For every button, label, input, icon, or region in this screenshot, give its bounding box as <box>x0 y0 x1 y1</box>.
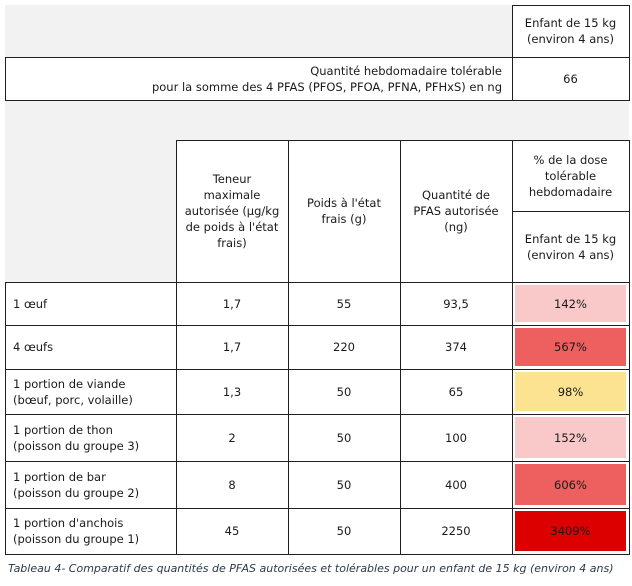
table-cell-quantite: 400 <box>445 477 467 492</box>
table-cell-label: 1 portion d'anchois (poisson du groupe 1) <box>13 516 140 546</box>
table-cell-pct: 98% <box>515 372 626 411</box>
grid-line-vertical <box>5 57 6 100</box>
column-header-teneur: Teneur maximale autorisée (µg/kg de poids à l'état frais) <box>184 172 280 250</box>
grid-line-vertical <box>400 140 401 555</box>
table-cell-teneur: 45 <box>224 524 240 538</box>
table-cell-quantite: 374 <box>445 340 467 354</box>
grid-line-vertical <box>512 140 513 555</box>
grid-line-horizontal <box>5 554 630 555</box>
header-blank-area <box>5 5 512 57</box>
column-header-corner <box>5 140 176 282</box>
grid-line-vertical <box>288 140 289 555</box>
table-cell-quantite: 100 <box>445 430 467 445</box>
grid-line-horizontal <box>176 140 630 141</box>
column-header-poids: Poids à l'état frais (g) <box>307 196 381 226</box>
table-cell-poids: 220 <box>333 340 355 354</box>
table-cell-teneur: 1,7 <box>222 340 242 354</box>
grid-line-vertical <box>629 57 630 100</box>
table-cell-poids: 55 <box>336 296 352 311</box>
table-cell-pct: 3409% <box>515 511 626 551</box>
grid-line-horizontal <box>512 5 630 6</box>
grid-line-vertical <box>176 140 177 555</box>
table-cell-quantite: 65 <box>448 384 464 399</box>
grid-line-vertical <box>629 140 630 555</box>
table-cell-poids: 50 <box>336 384 352 399</box>
column-header-pct: % de la dose tolérable hebdomadaire <box>528 152 613 199</box>
grid-line-vertical <box>512 57 513 100</box>
table-cell-quantite: 93,5 <box>443 296 469 311</box>
table-cell-pct: 606% <box>515 464 626 505</box>
grid-line-vertical <box>629 5 630 57</box>
table-cell-quantite: 2250 <box>441 524 471 538</box>
grid-line-horizontal <box>5 57 630 58</box>
table-cell-pct: 567% <box>515 328 626 366</box>
grid-line-horizontal <box>5 282 630 283</box>
table-cell-teneur: 2 <box>228 430 236 445</box>
table-cell-poids: 50 <box>336 430 352 445</box>
column-header-quantite: Quantité de PFAS autorisée (ng) <box>413 188 499 234</box>
tolerable-quantity-value: 66 <box>563 71 578 86</box>
table-cell-label: 1 portion de thon (poisson du groupe 3) <box>13 422 140 453</box>
table-cell-teneur: 1,7 <box>222 296 242 311</box>
table-cell-label: 4 œufs <box>13 340 54 354</box>
table-cell-poids: 50 <box>336 477 352 492</box>
table-cell-teneur: 8 <box>228 477 236 492</box>
grid-line-horizontal <box>5 508 630 509</box>
column-header-pct-child: Enfant de 15 kg (environ 4 ans) <box>524 231 617 262</box>
table-cell-pct: 152% <box>515 417 626 458</box>
grid-line-horizontal <box>512 211 630 212</box>
tolerable-quantity-label: Quantité hebdomadaire tolérable pour la somme des 4 PFAS (PFOS, PFOA, PFNA, PFHxS) en ng <box>151 63 502 94</box>
table-cell-label: 1 portion de viande (bœuf, porc, volaille) <box>13 376 133 407</box>
separator-band <box>5 100 629 140</box>
grid-line-horizontal <box>5 414 630 415</box>
table-caption: Tableau 4- Comparatif des quantités de PFAS autorisées et tolérables pour un enfant de 15 kg (environ 4 ans) <box>8 562 614 575</box>
grid-line-vertical <box>512 5 513 57</box>
grid-line-horizontal <box>5 461 630 462</box>
table-cell-teneur: 1,3 <box>222 384 242 399</box>
child-weight-header: Enfant de 15 kg (environ 4 ans) <box>524 16 617 46</box>
table-cell-label: 1 portion de bar (poisson du groupe 2) <box>13 469 140 500</box>
table-cell-pct: 142% <box>515 285 626 322</box>
table-cell-label: 1 œuf <box>13 296 48 311</box>
grid-line-horizontal <box>5 325 630 326</box>
grid-line-vertical <box>5 282 6 555</box>
grid-line-horizontal <box>5 100 630 101</box>
grid-line-horizontal <box>5 369 630 370</box>
table-cell-poids: 50 <box>336 524 352 538</box>
